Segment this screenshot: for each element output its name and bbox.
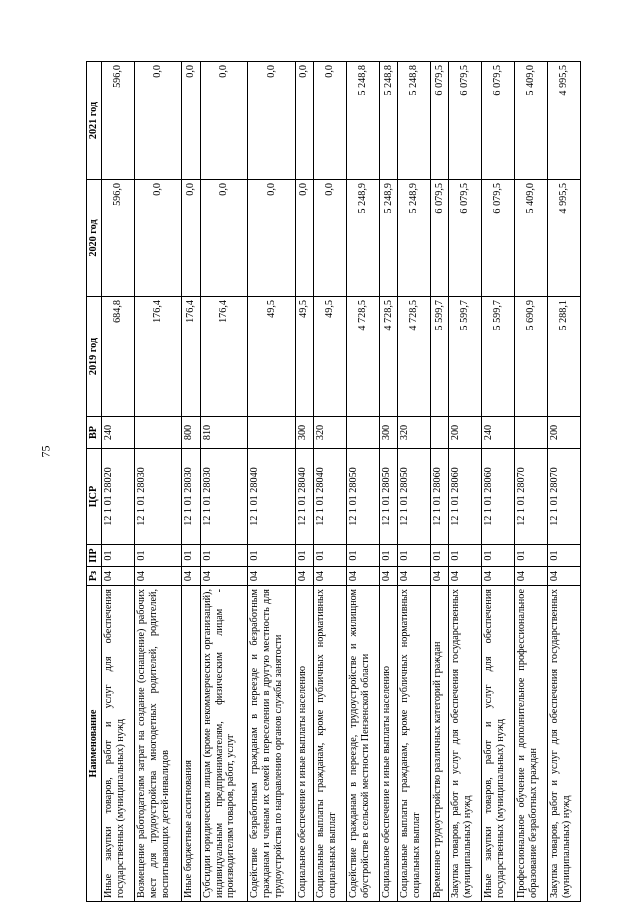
table-header-row xyxy=(87,62,102,902)
table-row xyxy=(102,62,135,902)
row-2021: 5 248,8 xyxy=(398,62,431,180)
table-row xyxy=(379,62,397,902)
row-rz: 04 xyxy=(515,567,548,586)
row-vr: 240 xyxy=(102,417,135,449)
budget-table xyxy=(86,61,581,902)
row-2021: 0,0 xyxy=(314,62,347,180)
row-2019: 176,4 xyxy=(134,297,182,417)
row-vr: 240 xyxy=(482,417,515,449)
row-csr: 12 1 01 28040 xyxy=(314,449,347,545)
row-pr: 01 xyxy=(314,545,347,567)
row-name: Социальные выплаты гражданам, кроме публичных нормативных социальных выплат xyxy=(314,586,347,902)
table-row xyxy=(449,62,482,902)
row-2021: 5 248,8 xyxy=(346,62,379,180)
row-2020: 4 995,5 xyxy=(548,180,581,297)
row-vr: 300 xyxy=(295,417,313,449)
row-vr xyxy=(346,417,379,449)
table-row xyxy=(248,62,296,902)
row-vr xyxy=(515,417,548,449)
row-2019: 5 599,7 xyxy=(482,297,515,417)
row-vr: 800 xyxy=(182,417,200,449)
row-rz: 04 xyxy=(295,567,313,586)
row-2019: 49,5 xyxy=(295,297,313,417)
col-header-2021: 2021 год xyxy=(87,62,102,180)
row-csr: 12 1 01 28030 xyxy=(134,449,182,545)
row-pr: 01 xyxy=(379,545,397,567)
row-2020: 5 409,0 xyxy=(515,180,548,297)
row-2020: 6 079,5 xyxy=(482,180,515,297)
row-name: Закупка товаров, работ и услуг для обеспечения государственных (муниципальных) нужд xyxy=(548,586,581,902)
row-csr: 12 1 01 28060 xyxy=(431,449,449,545)
table-row xyxy=(346,62,379,902)
row-name: Возмещение работодателям затрат на создание (оснащение) рабочих мест для трудоустройства многодетных родителей, родителей, воспитывающих детей-инвалидов xyxy=(134,586,182,902)
row-2019: 176,4 xyxy=(182,297,200,417)
row-csr: 12 1 01 28030 xyxy=(200,449,248,545)
table-row xyxy=(515,62,548,902)
row-rz: 04 xyxy=(431,567,449,586)
col-header-rz: Рз xyxy=(87,567,102,586)
row-2019: 49,5 xyxy=(314,297,347,417)
row-2021: 0,0 xyxy=(134,62,182,180)
row-name: Закупка товаров, работ и услуг для обеспечения государственных (муниципальных) нужд xyxy=(449,586,482,902)
table-row xyxy=(431,62,449,902)
row-csr: 12 1 01 28050 xyxy=(398,449,431,545)
row-rz: 04 xyxy=(346,567,379,586)
row-2019: 5 599,7 xyxy=(449,297,482,417)
row-vr: 200 xyxy=(548,417,581,449)
row-2021: 0,0 xyxy=(248,62,296,180)
row-name: Иные закупки товаров, работ и услуг для обеспечения государственных (муниципальных) нужд xyxy=(482,586,515,902)
row-pr: 01 xyxy=(102,545,135,567)
row-csr: 12 1 01 28040 xyxy=(295,449,313,545)
table-row xyxy=(134,62,182,902)
row-2021: 4 995,5 xyxy=(548,62,581,180)
table-row xyxy=(200,62,248,902)
row-rz: 04 xyxy=(248,567,296,586)
row-rz: 04 xyxy=(134,567,182,586)
row-2019: 4 728,5 xyxy=(346,297,379,417)
row-2020: 6 079,5 xyxy=(431,180,449,297)
row-vr xyxy=(431,417,449,449)
row-rz: 04 xyxy=(398,567,431,586)
row-name: Социальное обеспечение и иные выплаты населению xyxy=(379,586,397,902)
row-2019: 5 690,9 xyxy=(515,297,548,417)
table-row xyxy=(398,62,431,902)
row-2020: 596,0 xyxy=(102,180,135,297)
col-header-csr: ЦСР xyxy=(87,449,102,545)
row-name: Содействие безработным гражданам в переезде и безработным гражданам и членам их семей в переселении в другую местность для трудоустройства по направлению органов службы занятости xyxy=(248,586,296,902)
row-2021: 0,0 xyxy=(295,62,313,180)
row-rz: 04 xyxy=(379,567,397,586)
row-2021: 6 079,5 xyxy=(482,62,515,180)
row-rz: 04 xyxy=(182,567,200,586)
table-row xyxy=(314,62,347,902)
row-pr: 01 xyxy=(134,545,182,567)
row-2020: 6 079,5 xyxy=(449,180,482,297)
table-row xyxy=(548,62,581,902)
row-vr xyxy=(248,417,296,449)
row-2021: 596,0 xyxy=(102,62,135,180)
row-2020: 5 248,9 xyxy=(398,180,431,297)
row-vr: 810 xyxy=(200,417,248,449)
row-csr: 12 1 01 28060 xyxy=(482,449,515,545)
col-header-name: Наименование xyxy=(87,586,102,902)
col-header-2019: 2019 год xyxy=(87,297,102,417)
table-row xyxy=(295,62,313,902)
row-2020: 0,0 xyxy=(295,180,313,297)
col-header-2020: 2020 год xyxy=(87,180,102,297)
row-name: Социальное обеспечение и иные выплаты населению xyxy=(295,586,313,902)
row-2020: 0,0 xyxy=(248,180,296,297)
row-name: Субсидии юридическим лицам (кроме некоммерческих организаций), индивидуальным предпринимателям, физическим лицам - производителям товаров, работ, услуг xyxy=(200,586,248,902)
row-vr: 320 xyxy=(398,417,431,449)
row-rz: 04 xyxy=(102,567,135,586)
row-2019: 5 599,7 xyxy=(431,297,449,417)
table-row xyxy=(182,62,200,902)
row-pr: 01 xyxy=(200,545,248,567)
row-pr: 01 xyxy=(548,545,581,567)
row-pr: 01 xyxy=(295,545,313,567)
row-2019: 684,8 xyxy=(102,297,135,417)
row-csr: 12 1 01 28040 xyxy=(248,449,296,545)
row-pr: 01 xyxy=(431,545,449,567)
row-rz: 04 xyxy=(449,567,482,586)
row-2019: 4 728,5 xyxy=(398,297,431,417)
row-2020: 0,0 xyxy=(314,180,347,297)
row-rz: 04 xyxy=(200,567,248,586)
row-name: Социальные выплаты гражданам, кроме публичных нормативных социальных выплат xyxy=(398,586,431,902)
row-csr: 12 1 01 28070 xyxy=(515,449,548,545)
row-csr: 12 1 01 28050 xyxy=(379,449,397,545)
row-csr: 12 1 01 28030 xyxy=(182,449,200,545)
row-csr: 12 1 01 28020 xyxy=(102,449,135,545)
row-name: Профессиональное обучение и дополнительное профессиональное образование безработных граждан xyxy=(515,586,548,902)
row-csr: 12 1 01 28050 xyxy=(346,449,379,545)
row-2020: 0,0 xyxy=(134,180,182,297)
row-2021: 0,0 xyxy=(200,62,248,180)
row-2021: 5 248,8 xyxy=(379,62,397,180)
row-rz: 04 xyxy=(548,567,581,586)
row-pr: 01 xyxy=(182,545,200,567)
row-2019: 5 288,1 xyxy=(548,297,581,417)
row-2019: 49,5 xyxy=(248,297,296,417)
row-vr: 300 xyxy=(379,417,397,449)
row-pr: 01 xyxy=(449,545,482,567)
row-name: Содействие гражданам в переезде, трудоустройстве и жилищном обустройстве в сельской местности Пензенской области xyxy=(346,586,379,902)
col-header-pr: ПР xyxy=(87,545,102,567)
page-number: 75 xyxy=(38,445,53,458)
budget-table-container xyxy=(86,62,581,902)
row-pr: 01 xyxy=(398,545,431,567)
row-name: Временное трудоустройство различных категорий граждан xyxy=(431,586,449,902)
row-2019: 4 728,5 xyxy=(379,297,397,417)
row-csr: 12 1 01 28060 xyxy=(449,449,482,545)
row-name: Иные закупки товаров, работ и услуг для обеспечения государственных (муниципальных) нужд xyxy=(102,586,135,902)
row-2019: 176,4 xyxy=(200,297,248,417)
row-vr xyxy=(134,417,182,449)
row-2021: 0,0 xyxy=(182,62,200,180)
row-pr: 01 xyxy=(248,545,296,567)
row-pr: 01 xyxy=(482,545,515,567)
row-2020: 5 248,9 xyxy=(346,180,379,297)
row-vr: 320 xyxy=(314,417,347,449)
table-row xyxy=(482,62,515,902)
row-vr: 200 xyxy=(449,417,482,449)
row-rz: 04 xyxy=(314,567,347,586)
row-2021: 5 409,0 xyxy=(515,62,548,180)
row-2021: 6 079,5 xyxy=(449,62,482,180)
col-header-vr: ВР xyxy=(87,417,102,449)
row-name: Иные бюджетные ассигнования xyxy=(182,586,200,902)
row-2020: 0,0 xyxy=(182,180,200,297)
row-pr: 01 xyxy=(346,545,379,567)
row-2020: 5 248,9 xyxy=(379,180,397,297)
row-2021: 6 079,5 xyxy=(431,62,449,180)
row-2020: 0,0 xyxy=(200,180,248,297)
row-pr: 01 xyxy=(515,545,548,567)
row-rz: 04 xyxy=(482,567,515,586)
row-csr: 12 1 01 28070 xyxy=(548,449,581,545)
